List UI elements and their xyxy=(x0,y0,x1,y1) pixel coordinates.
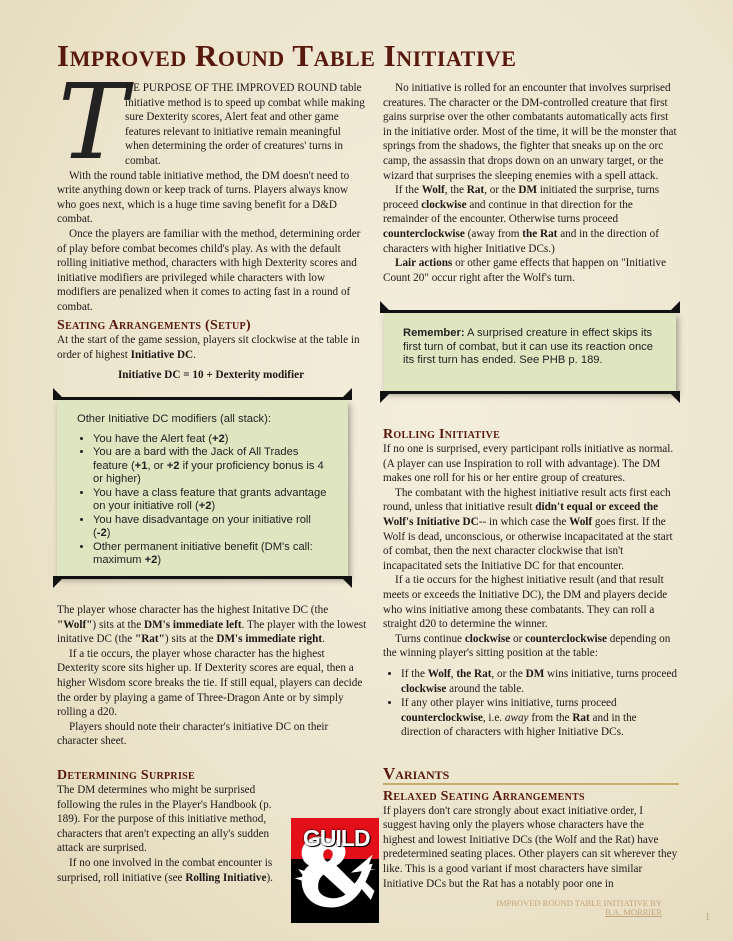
text-run: HE PURPOSE OF THE IMPROVED ROUND table initiative method is to speed up combat while making sure Dexterity scores, Alert feat and other game features relevant to initiative remain meaningful when determining the order of creatures' turns in combat. xyxy=(125,82,365,167)
bold-text: Initiative DC xyxy=(130,348,194,361)
section-heading: Relaxed Seating Arrangements xyxy=(383,788,585,804)
text-run: ). xyxy=(266,871,273,884)
page-title: Improved Round Table Initiative xyxy=(57,38,517,73)
text-run: Players should note their character's initiative DC on their character sheet. xyxy=(57,720,329,748)
text-run: If the xyxy=(401,667,428,680)
paragraph xyxy=(383,804,679,892)
bold-text: Rat xyxy=(572,711,590,724)
text-run: A surprised creature in effect skips its first turn of combat, but it can use its reaction once its first turn has ended. See PHB p. 189. xyxy=(403,327,653,366)
text-run: , or the xyxy=(491,667,526,680)
text-run: If any other player wins initiative, turns proceed xyxy=(401,697,617,710)
guild-logo xyxy=(291,818,379,923)
bold-text: didn't equal or exceed the Wolf's Initiative DC xyxy=(383,501,659,528)
text-run: depending on the winning player's sitting position at the table: xyxy=(383,632,671,660)
divider xyxy=(53,397,352,400)
bold-text: Rat xyxy=(466,184,485,197)
text-run: With the round table initiative method, the DM doesn't need to write anything down or keep track of turns. Players always know who goes next, which is a huge time saving benefit for a D&D combat. xyxy=(57,169,350,226)
text-run: ) xyxy=(157,554,162,566)
divider xyxy=(380,310,680,313)
section-heading: Determining Surprise xyxy=(57,768,195,783)
bold-text: Wolf xyxy=(427,667,451,680)
text-run: . The player with the lowest initative DC (the xyxy=(57,618,367,646)
paragraph xyxy=(383,256,679,285)
text-run: , or the xyxy=(484,184,519,197)
text-run: If the xyxy=(395,184,422,197)
bold-text: Wolf xyxy=(421,184,445,197)
text-run: or xyxy=(510,632,526,645)
text-run: If players don't care strongly about exact initiative order, I suggest having only the players whose characters have the highest and lowest Initiative DCs (the Wolf and the Rat) have predetermined seating places. Other players can sit wherever they like. This is a good variant if most characters have similar Initiative DCs but the Rat has a notably poor one in xyxy=(383,804,678,890)
bold-text: DM xyxy=(518,184,538,197)
text-run: ) xyxy=(211,500,216,512)
bold-text: the Rat xyxy=(522,227,558,240)
paragraph xyxy=(383,486,679,574)
text-run: , i.e. xyxy=(482,711,505,724)
text-run: You have a class feature that grants advantage on your initiative roll ( xyxy=(93,486,327,512)
paragraph xyxy=(57,856,285,885)
note-heading: Other Initiative DC modifiers (all stack): xyxy=(77,413,271,425)
bold-text: the Rat xyxy=(456,667,492,680)
list-item xyxy=(93,446,330,487)
text-run: Once the players are familiar with the method, determining order of play before combat becomes child's play. As with the default rolling initiative method, characters with high Dexterity scores and initiative modifiers are privileged while characters with low modifiers are penalized when it comes to acting fast in a round of combat. xyxy=(57,227,361,313)
footer-author: B.A. MORRIER xyxy=(605,907,662,917)
modifiers-note-box xyxy=(57,400,348,576)
left-column xyxy=(57,81,367,315)
text-run: If a tie occurs, the player whose character has the highest Dexterity score sits higher up. If Dexterity scores are equal, then a higher Wisdom score breaks the tie. If still equal, players can decide the order by playing a game of Three-Dragon Ante or by simply rolling a d20. xyxy=(57,647,363,719)
bold-text: clockwise xyxy=(421,198,467,211)
bold-text: "Rat" xyxy=(135,633,165,646)
text-run: If no one involved in the combat encounter is surprised, roll initiative (see xyxy=(57,856,273,884)
right-column-top xyxy=(383,81,679,285)
list-item xyxy=(93,541,330,568)
formula: Initiative DC = 10 + Dexterity modifier xyxy=(117,369,305,382)
paragraph xyxy=(383,183,679,256)
seating-section xyxy=(57,318,365,383)
text-run: -- in which case the xyxy=(478,515,570,528)
text-run: The player whose character has the highest Initative DC (the xyxy=(57,604,329,616)
text-run: You have the Alert feat ( xyxy=(93,432,213,445)
text-run: and in the direction of characters with higher Initiative DCs. xyxy=(401,711,637,739)
paragraph xyxy=(57,720,367,749)
text-run: If a tie occurs for the highest initiative result (and that result meets or exceeds the Initiative DC), the DM and players decide who wins initiative among these combatants. They can roll a straight d20 to determine the winner. xyxy=(383,574,668,631)
text-run: around the table. xyxy=(446,682,525,695)
seating-continued xyxy=(57,603,367,749)
bold-text: DM's immediate right xyxy=(216,633,323,646)
intro-paragraph xyxy=(57,169,367,227)
text-run: You are a bard with the Jack of All Trades feature ( xyxy=(93,446,299,472)
text-run: or other game effects that happen on "Initiative Count 20" occur right after the Wolf's turn. xyxy=(383,257,667,284)
footer-title: IMPROVED ROUND TABLE INITIATIVE BY xyxy=(496,898,662,908)
text-run: The DM determines who might be surprised following the rules in the Player's Handbook (p. 189). For the purpose of this initiative method, characters that aren't expecting an ally's sudden attack are surprised. xyxy=(57,784,272,855)
text-run: (away from xyxy=(464,227,523,240)
bold-text: +2 xyxy=(144,554,158,566)
paragraph xyxy=(383,573,679,631)
bold-text: clockwise xyxy=(464,632,511,645)
bold-text: Remember: xyxy=(403,327,465,339)
paragraph xyxy=(57,783,285,856)
paragraph xyxy=(383,442,679,486)
bold-text: Wolf xyxy=(569,515,593,528)
chapter-heading: Variants xyxy=(383,767,679,785)
rolling-section xyxy=(383,427,679,744)
page-footer xyxy=(470,899,662,917)
intro-paragraph xyxy=(125,81,367,169)
text-run: away xyxy=(504,711,529,724)
list-item xyxy=(401,667,679,696)
list-item xyxy=(93,433,330,447)
text-run: The combatant with the highest initiative result acts first each round, unless that initiative result xyxy=(383,486,671,514)
text-run: ) sits at the xyxy=(92,618,145,631)
paragraph xyxy=(57,647,367,720)
text-run: You have disadvantage on your initiative roll ( xyxy=(93,513,311,539)
text-run: , or xyxy=(147,459,167,472)
bold-text: "Wolf" xyxy=(57,618,93,631)
text-run: and in the direction of characters with higher Initiative DCs.) xyxy=(383,227,659,255)
paragraph xyxy=(57,333,365,362)
modifier-list xyxy=(77,433,330,568)
intro-paragraph xyxy=(57,227,367,315)
text-run: ) xyxy=(224,432,229,445)
bold-text: +1 xyxy=(134,459,148,472)
text-run: At the start of the game session, players sit clockwise at the table in order of highest xyxy=(57,334,360,361)
text-run: No initiative is rolled for an encounter that involves surprised creatures. The character or the DM-controlled creature that first gains surprise over the other combatants automatically acts first in the initiative order. Most of the time, it will be the monster that springs from the shadows, the fighter that sneaks up on the orc camp, the assassin that drops down on an unwary target, or the wizard that surprises the sleeping enemies with a spell attack. xyxy=(383,82,677,182)
bold-text: -2 xyxy=(96,527,107,539)
text-run: wins initiative, turns proceed xyxy=(544,667,677,680)
text-run: and continue in that direction for the remainder of the encounter. Otherwise turns proceed xyxy=(383,198,633,226)
bold-text: counterclockwise xyxy=(525,632,607,645)
bold-text: DM's immediate left xyxy=(144,618,242,631)
text-run: if your proficiency bonus is 4 or higher) xyxy=(93,459,324,485)
text-run: ) xyxy=(106,527,111,539)
text-run: ) sits at the xyxy=(164,633,217,646)
bold-text: +2 xyxy=(212,432,225,445)
list-item xyxy=(93,487,330,514)
text-run: from the xyxy=(528,711,573,724)
text-run: , xyxy=(450,667,457,680)
paragraph xyxy=(57,603,367,647)
divider xyxy=(380,391,680,394)
text-run: Other permanent initiative benefit (DM's call: maximum xyxy=(93,540,313,566)
list-item xyxy=(93,514,330,541)
text-run: . xyxy=(322,633,325,646)
remember-note-box xyxy=(384,313,676,391)
section-heading: Seating Arrangements (Setup) xyxy=(57,318,251,333)
logo-text: GUILD xyxy=(303,825,370,851)
text-run: If no one is surprised, every participant rolls initiative as normal. (A player can use Inspiration to roll with advantage). The DM makes one roll for his or her entire group of creatures. xyxy=(383,443,674,485)
text-run: . xyxy=(193,348,196,361)
text-run: , the xyxy=(444,184,467,197)
variants-section xyxy=(383,764,679,891)
bold-text: DM xyxy=(525,667,545,680)
section-heading: Rolling Initiative xyxy=(383,427,501,442)
note-text xyxy=(384,313,676,368)
bold-text: +2 xyxy=(198,500,212,512)
bold-text: counterclockwise xyxy=(401,711,483,724)
surprise-section xyxy=(57,768,285,885)
bold-text: +2 xyxy=(166,459,180,472)
text-run: goes first. If the Wolf is dead, unconscious, or otherwise incapacitated at the start of combat, then the next character clockwise that isn't incapacitated sets the Initiative DC for that encounter. xyxy=(383,515,673,572)
list-item xyxy=(401,696,679,740)
bold-text: counterclockwise xyxy=(383,227,465,240)
text-run: Turns continue xyxy=(395,632,465,645)
drop-cap: T xyxy=(58,61,128,183)
paragraph xyxy=(383,632,679,661)
text-run: initiated the surprise, turns proceed xyxy=(383,184,660,211)
paragraph xyxy=(383,81,679,183)
turn-order-list xyxy=(383,667,679,740)
page-number: 1 xyxy=(705,912,710,923)
bold-text: Lair actions xyxy=(395,257,453,270)
divider xyxy=(53,576,352,579)
bold-text: clockwise xyxy=(401,682,447,695)
bold-text: Rolling Initiative xyxy=(185,871,267,884)
